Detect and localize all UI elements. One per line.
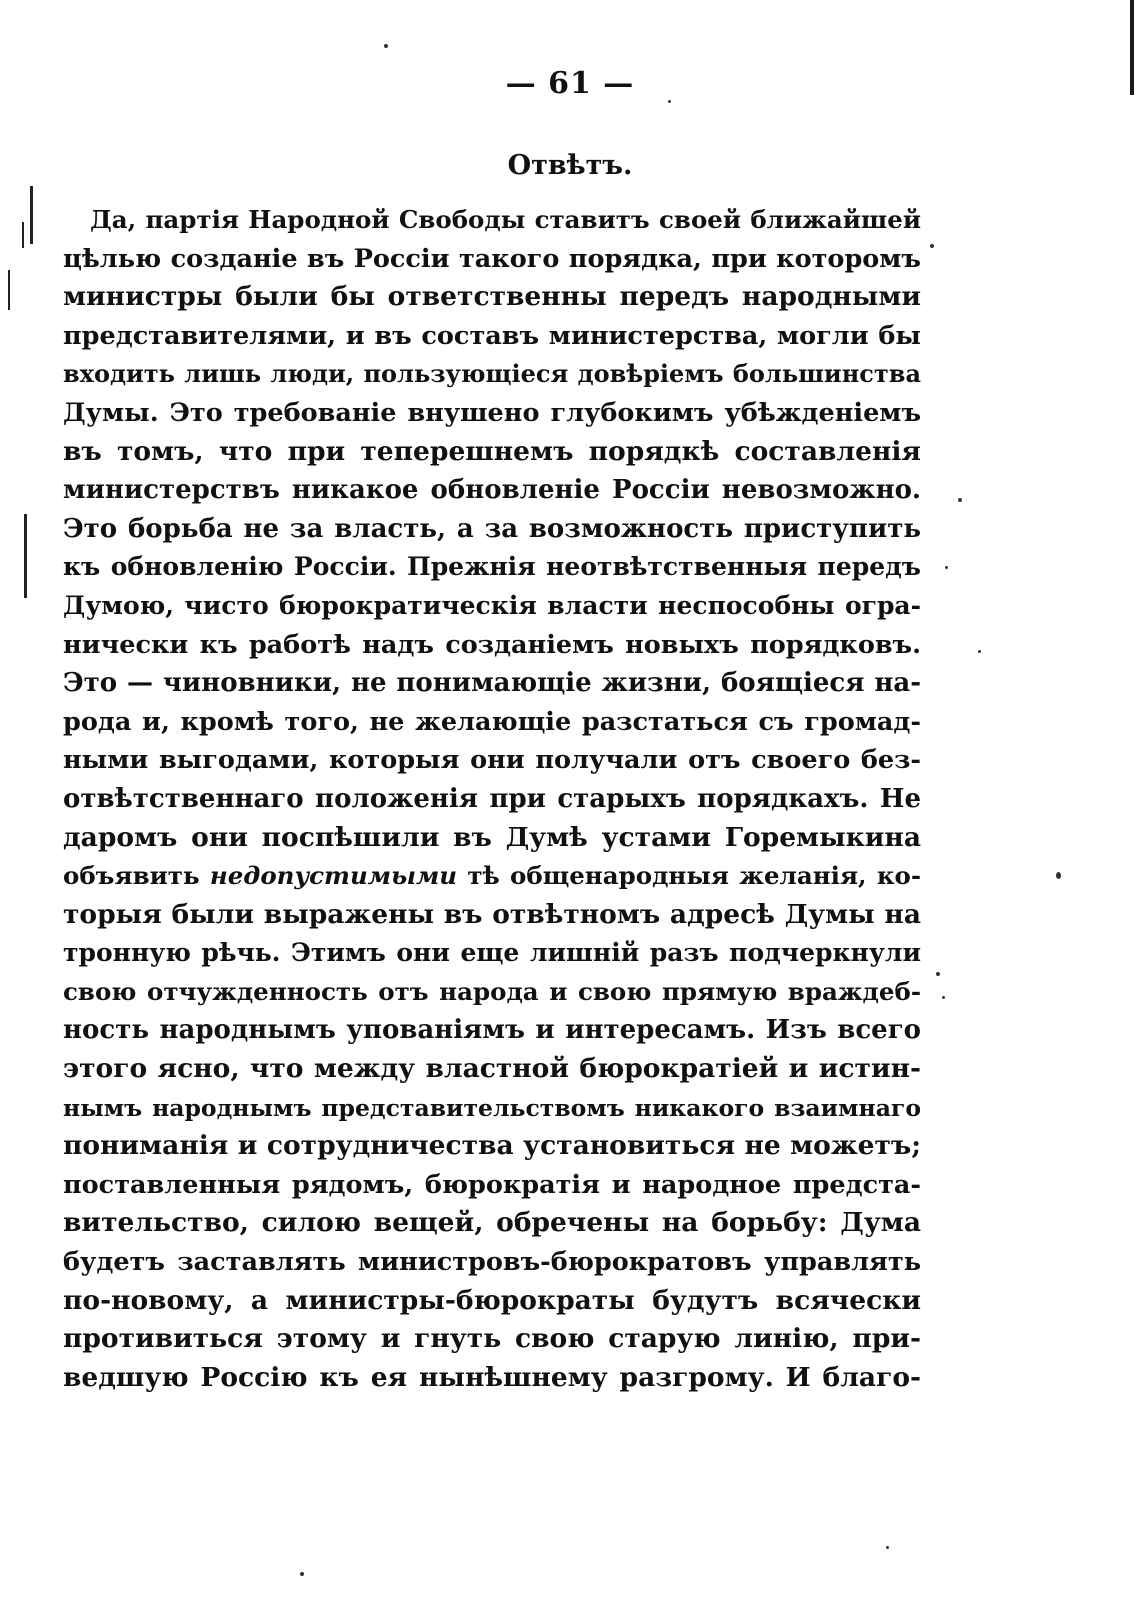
emphasized-word: недопустимыми	[209, 861, 458, 891]
text-line: Думою, чисто бюрократическія власти неспособны огра-	[63, 590, 921, 620]
scan-speck	[384, 44, 388, 48]
text-segment: тѣ общенародныя желанія, ко-	[467, 861, 922, 891]
text-line: Это борьба не за власть, а за возможность приступить	[63, 513, 921, 544]
text-line: вительство, силою вещей, обречены на борьбу: Дума	[63, 1207, 921, 1239]
scan-speck	[1056, 872, 1061, 879]
scan-speck	[945, 566, 948, 569]
text-line: отвѣтственнаго положенія при старыхъ порядкахъ. Не	[63, 783, 921, 814]
text-line: ность народнымъ упованіямъ и интересамъ. Изъ всего	[63, 1015, 921, 1046]
text-segment: объявить	[63, 861, 200, 891]
text-line: представителями, и въ составъ министерства, могли бы	[63, 320, 921, 351]
text-line: входить лишь люди, пользующіеся довѣріемъ большинства	[63, 359, 921, 389]
margin-mark	[8, 270, 10, 310]
text-line: Думы. Это требованіе внушено глубокимъ убѣжденіемъ	[63, 397, 921, 428]
scan-speck	[936, 972, 940, 976]
text-line: даромъ они поспѣшили въ Думѣ устами Горемыкина	[63, 821, 921, 853]
text-line: въ томъ, что при теперешнемъ порядкѣ составленія	[63, 435, 921, 467]
text-line: тронную рѣчь. Этимъ они еще лишній разъ подчеркнули	[63, 938, 921, 968]
text-line: рода и, кромѣ того, не желающіе разстаться съ громад-	[63, 706, 921, 737]
scan-speck	[942, 996, 945, 999]
text-line: Это — чиновники, не понимающіе жизни, боящіеся на-	[63, 668, 921, 699]
text-line: цѣлью созданіе въ Россіи такого порядка, при которомъ	[63, 243, 921, 274]
text-line: нымъ народнымъ представительствомъ никакого взаимнаго	[63, 1093, 921, 1122]
text-line: поставленныя рядомъ, бюрократія и народное предста-	[63, 1169, 921, 1200]
text-line-with-emphasis	[63, 857, 921, 896]
text-line: по-новому, а министры-бюрократы будутъ всячески	[63, 1284, 921, 1316]
page-number: — 61 —	[505, 66, 635, 101]
scan-speck	[978, 650, 981, 653]
text-line: противиться этому и гнуть свою старую линію, при-	[63, 1323, 921, 1355]
text-line: къ обновленію Россіи. Прежнія неотвѣтственныя передъ	[63, 552, 921, 582]
text-line: нически къ работѣ надъ созданіемъ новыхъ порядковъ.	[63, 629, 921, 660]
text-line: ными выгодами, которыя они получали отъ своего без-	[63, 745, 921, 776]
scan-speck	[958, 498, 962, 502]
margin-mark	[24, 514, 27, 598]
text-line: свою отчужденность отъ народа и свою прямую враждеб-	[63, 976, 921, 1006]
text-line: министры были бы ответственны передъ народными	[63, 281, 921, 313]
scan-speck	[930, 244, 934, 248]
margin-mark	[22, 222, 24, 248]
text-line: министерствъ никакое обновленіе Россіи невозможно.	[63, 475, 921, 506]
body-text	[63, 201, 921, 1397]
text-line: этого ясно, что между властной бюрократіей и истин-	[63, 1053, 921, 1085]
scan-speck	[886, 1546, 889, 1549]
section-heading: Отвѣтъ.	[507, 150, 633, 181]
text-line: пониманія и сотрудничества установиться не можетъ;	[63, 1130, 921, 1162]
scan-speck	[300, 1572, 304, 1576]
text-line: будетъ заставлять министровъ-бюрократовъ управлять	[63, 1247, 921, 1278]
text-line: торыя были выражены въ отвѣтномъ адресѣ Думы на	[63, 898, 921, 930]
text-line: ведшую Россію къ ея нынѣшнему разгрому. И благо-	[63, 1361, 921, 1393]
margin-mark	[30, 186, 33, 244]
text-line: Да, партія Народной Свободы ставитъ своей ближайшей	[90, 205, 921, 234]
